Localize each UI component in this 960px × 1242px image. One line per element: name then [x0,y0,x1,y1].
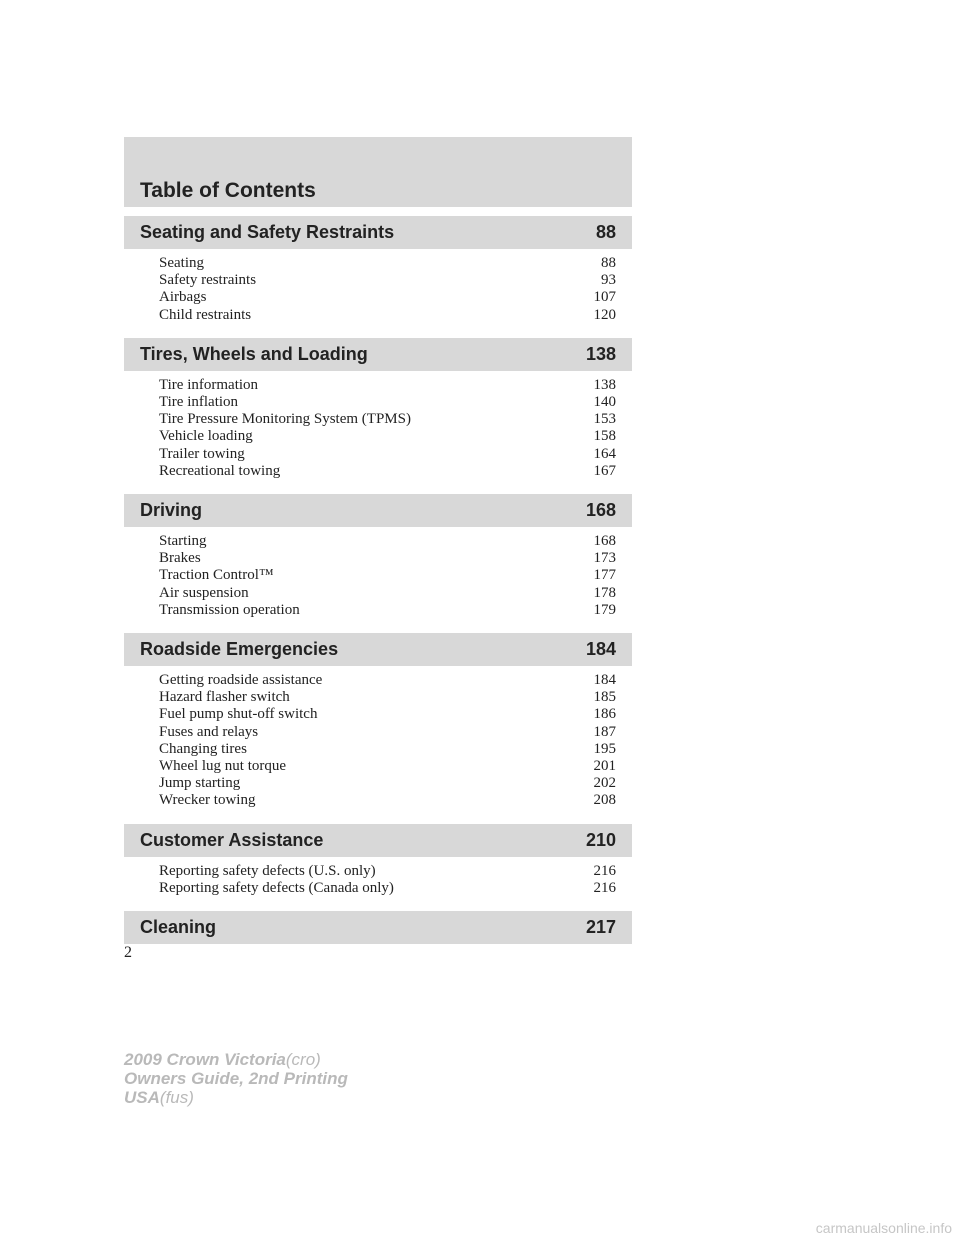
toc-entry-page: 178 [593,584,616,601]
toc-entry-page: 140 [593,394,616,411]
toc-entry-label: Airbags [159,289,207,306]
toc-entry [159,289,616,306]
toc-entry [159,463,616,480]
toc-entry-label: Trailer towing [159,445,245,462]
toc-entry [159,863,616,880]
section-heading [124,824,632,857]
toc-entry-page: 88 [601,255,616,271]
section-item-list [124,857,632,902]
toc-entry-label: Transmission operation [159,601,300,618]
page-title: Table of Contents [140,179,316,202]
section-gap [124,902,632,911]
toc-entry-label: Air suspension [159,584,249,601]
footer-model: 2009 Crown Victoria [124,1050,286,1069]
toc-entry [159,741,616,758]
toc-entry-page: 177 [593,567,616,584]
toc-entry-label: Tire information [159,376,259,393]
toc-entry [159,307,616,324]
toc-entry-label: Jump starting [159,775,241,792]
toc-entry-page: 173 [593,550,616,567]
toc-entry-label: Wrecker towing [159,792,256,809]
footer-line-1 [124,1050,348,1069]
toc-entry-label: Tire inflation [159,394,239,411]
section-heading [124,633,632,666]
section-heading [124,216,632,249]
document-footer [124,1050,348,1107]
toc-entry-label: Getting roadside assistance [159,672,323,689]
toc-entry [159,706,616,723]
toc-entry-page: 184 [593,672,616,689]
toc-entry-page: 186 [593,706,616,723]
toc-entry-label: Reporting safety defects (Canada only) [159,879,394,896]
section-gap [124,207,632,216]
section-heading [124,338,632,371]
toc-entry-page: 195 [593,740,616,757]
toc-entry-page: 179 [593,601,616,618]
toc-entry [159,377,616,394]
page-number: 2 [124,944,132,961]
section-page: 168 [585,500,616,521]
section-title: Roadside Emergencies [140,639,339,660]
section-item-list [124,371,632,485]
footer-market: USA [124,1088,160,1107]
toc-entry-label: Safety restraints [159,272,257,289]
toc-entry-page: 216 [593,879,616,896]
toc-entry [159,758,616,775]
toc-entry-page: 168 [593,533,616,550]
section-page: 217 [585,917,616,938]
toc-entry-label: Seating [159,255,204,271]
toc-entry-label: Traction Control™ [159,567,274,584]
footer-market-code: (fus) [159,1088,194,1107]
section-heading [124,911,632,944]
section-title: Seating and Safety Restraints [140,222,395,242]
section-title: Customer Assistance [140,829,324,850]
section-page: 138 [585,343,616,364]
toc-entry [159,585,616,602]
toc-entry-label: Changing tires [159,740,247,757]
toc-entry-page: 138 [593,376,616,393]
toc-entry-page: 201 [593,758,616,775]
section-title: Cleaning [140,917,217,938]
toc-entry-page: 153 [593,411,616,428]
toc-entry-label: Starting [159,533,207,550]
toc-entry-label: Fuses and relays [159,723,259,740]
toc-entry-page: 93 [601,272,616,289]
section-gap [124,329,632,338]
toc-entry [159,792,616,809]
toc-entry [159,567,616,584]
toc-entry-page: 158 [593,428,616,445]
section-item-list [124,249,632,329]
toc-sections [124,207,632,944]
footer-line-2 [124,1069,348,1088]
toc-entry-page: 164 [593,445,616,462]
toc-entry [159,272,616,289]
section-gap [124,485,632,494]
toc-entry-page: 202 [593,775,616,792]
toc-entry-label: Recreational towing [159,462,281,479]
section-gap [124,624,632,633]
watermark: carmanualsonline.info [815,1220,952,1236]
toc-entry [159,255,616,272]
section-title: Driving [140,500,203,521]
toc-entry-page: 187 [593,723,616,740]
toc-entry [159,428,616,445]
footer-guide: Owners Guide, 2nd Printing [124,1069,348,1088]
toc-entry-label: Hazard flasher switch [159,689,290,706]
toc-entry [159,446,616,463]
section-item-list [124,527,632,624]
footer-model-code: (cro) [285,1050,321,1069]
section-page: 88 [595,222,616,242]
toc-entry [159,775,616,792]
section-title: Tires, Wheels and Loading [140,343,368,364]
section-page: 184 [585,639,616,660]
toc-entry [159,533,616,550]
toc-entry-label: Child restraints [159,306,252,323]
toc-entry-label: Wheel lug nut torque [159,758,287,775]
toc-entry-page: 185 [593,689,616,706]
toc-entry-label: Fuel pump shut-off switch [159,706,318,723]
section-gap [124,815,632,824]
toc-entry-page: 120 [593,306,616,323]
toc-entry [159,724,616,741]
toc-entry-label: Brakes [159,550,201,567]
toc-entry-page: 167 [593,462,616,479]
section-page: 210 [585,829,616,850]
toc-entry [159,550,616,567]
toc-entry [159,880,616,897]
toc-entry-page: 216 [593,862,616,879]
toc-entry [159,689,616,706]
toc-entry-label: Reporting safety defects (U.S. only) [159,862,376,879]
toc-entry-label: Tire Pressure Monitoring System (TPMS) [159,411,411,428]
table-of-contents [124,137,632,944]
section-heading [124,494,632,527]
toc-entry-page: 107 [593,289,616,306]
toc-entry [159,411,616,428]
toc-entry [159,672,616,689]
footer-line-3 [124,1088,348,1107]
toc-header [124,137,632,207]
toc-entry-label: Vehicle loading [159,428,253,445]
section-item-list [124,666,632,815]
toc-entry [159,394,616,411]
toc-entry [159,602,616,619]
toc-entry-page: 208 [593,792,616,809]
